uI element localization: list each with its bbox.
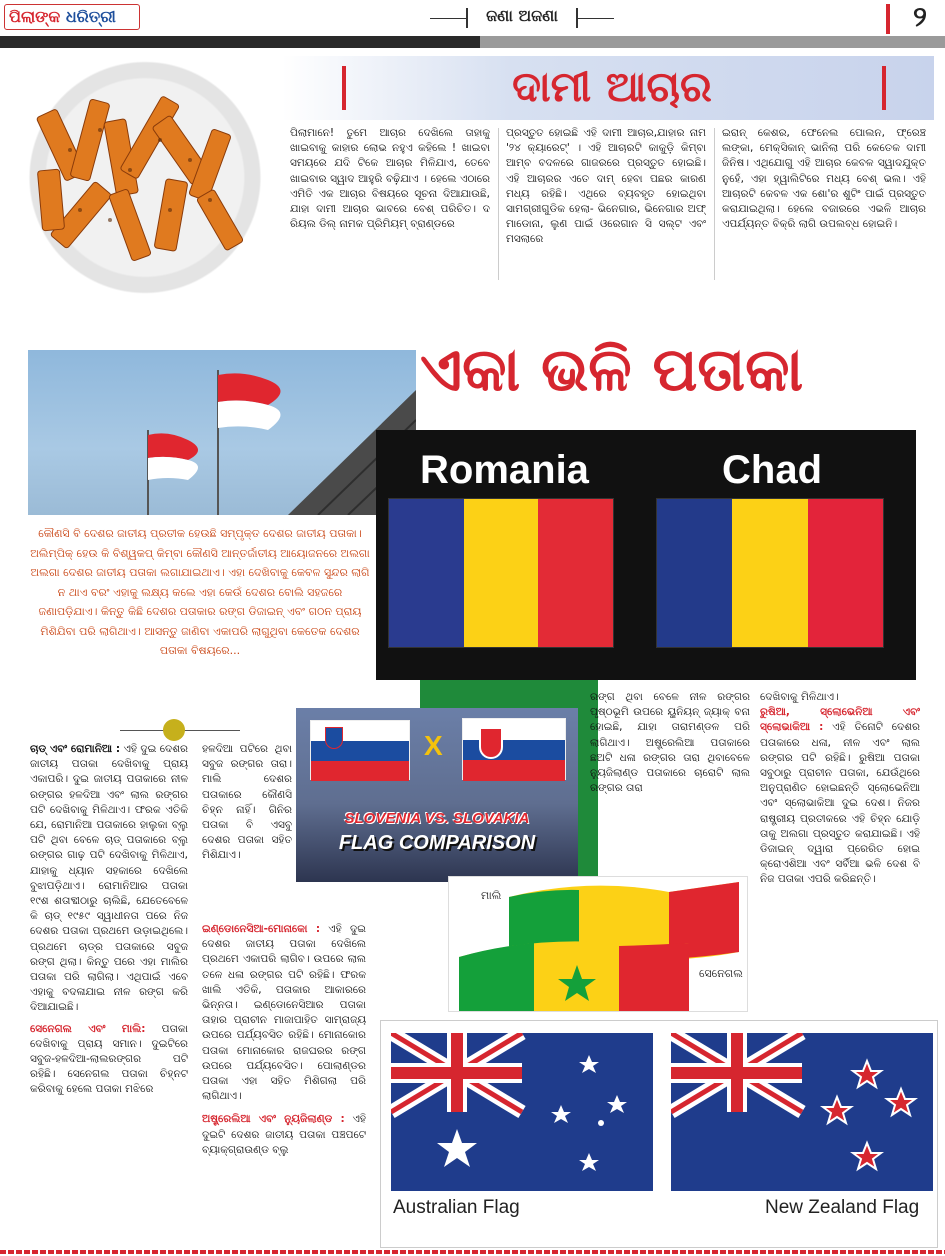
pickle-col-divider-1: [498, 128, 499, 280]
flags-title-part2: ପତାକା: [652, 335, 804, 405]
photo-flags-scene: [28, 350, 416, 515]
slovenia-flag: [310, 720, 410, 780]
indonesia-heading: ଇଣ୍ଡୋନେସିଆ-ମୋନାକୋ :: [202, 923, 321, 935]
flags-intro: କୌଣସି ବି ଦେଶର ଜାତୀୟ ପ୍ରତୀକ ହେଉଛି ସମ୍ପୃକ୍ତ ଦେଶର ଜାତୀୟ ପତାକା। ଅଲିମ୍ପିକ୍ ହେଉ କି ବିଶ୍ୱକପ୍ କିମ୍ବା କୌଣସି ଆନ୍ତର୍ଜାତୀୟ ଆୟୋଜନରେ ଅଲଗା ଅଲଗା ଦେଶର ଜାତୀୟ ପତାକା ଲଗାଯାଇଥାଏ। ଏହା ଦେଖିବାକୁ କେବଳ ସୁନ୍ଦର ଲାଗି ନ ଥାଏ ବରଂ ଏହାକୁ ଲକ୍ଷ୍ୟ କଲେ ଏହା କେଉଁ ଦେଶର ବୋଲି ସହଜରେ ଜଣାପଡ଼ିଯାଏ। କିନ୍ତୁ କିଛି ଦେଶର ପତାକାର ରଙ୍ଗ ଡିଜାଇନ୍ ଏବଂ ଗଠନ ପ୍ରାୟ ମିଶିଯିବା ପରି ଲାଗିଥାଏ। ଆସନ୍ତୁ ଜାଣିବା ଏକାପରି ଲାଗୁଥିବା କେତେକ ଦେଶର ପତାକା ବିଷୟରେ...: [30, 527, 370, 657]
body-col-1: [30, 742, 188, 1256]
logo-part1: ପିଲାଙ୍କ: [9, 7, 61, 26]
pickle-col-1: ପିଲାମାନେ! ତୁମେ ଆଚାର ଦେଖିଲେ ତାହାକୁ ଖାଇବାକୁ କାହାର ଲୋଭ ନହୁଏ କହିଲେ ! ଖାଇବା ସମୟରେ ଯଦି ଟିକେ ଆଚାର ମିଳିଯାଏ, ତେବେ ଖାଇବାର ସ୍ୱାଦ ଆହୁରି ବଢ଼ିଯାଏ । ହେଲେ ଏଠାରେ ଏମିତି ଏକ ଆଚାର ବିଷୟରେ ସୂଚନା ଦିଆଯାଉଛି, ଯାହା ଦାମୀ ଆଚାର ଭାବରେ ବେଶ୍ ପରିଚିତ। ଦ ରିୟଲ ଡିଲ୍ ନାମକ ପ୍ରିମିୟମ୍ ବ୍ରାଣ୍ଡରେ: [290, 127, 490, 231]
chad-heading: ଚାଡ୍ ଏବଂ ରୋମାନିଆ :: [30, 743, 121, 755]
pickle-title-box: [282, 56, 934, 120]
header-bar-dark: [0, 36, 480, 48]
masthead-logo: [4, 4, 140, 30]
col4-text1: ଦେଖିବାକୁ ମିଳିଥାଏ।: [760, 691, 839, 703]
romania-label: Romania: [420, 448, 589, 492]
slovakia-flag: [462, 718, 566, 780]
vs-x-icon: X: [424, 730, 443, 761]
body-col-2-lower: [202, 922, 366, 1256]
australia-text: ଏହି ଦୁଇଟି ଦେଶର ଜାତୀୟ ପତାକା ପଞ୍ଚପଟେ ବ୍ୟାକ୍‌ଗ୍ରାଉଣ୍ଡ ବ୍ଲୁ: [202, 1113, 366, 1156]
nz-caption: New Zealand Flag: [765, 1197, 920, 1218]
slovenia-banner-1: SLOVENIA VS. SLOVAKIA: [344, 810, 530, 827]
body-col-2-top: ହଳଦିଆ ପଟିରେ ଥିବା ସବୁଜ ରଙ୍ଗର ତାରା। ମାଲି ଦେଶର ପତାକାରେ କୌଣସି ଚିହ୍ନ ନାହିଁ। ଗିନିର ପତାକା ବି ଏସବୁ ଦେଶର ପତାକା ସହିତ ମିଶିଯାଏ।: [202, 743, 292, 862]
body-col-3: ରଙ୍ଗ ଥିବା ବେଳେ ନୀଳ ରଙ୍ଗର ପୃଷ୍ଠଭୂମି ଉପରେ ୟୁନିୟନ୍ ଜ୍ୟାକ୍ ବନା ହୋଇଛି, ଯାହା ତାରାମଣ୍ଡଳ ପରି ଲାଗିଥାଏ। ଅଷ୍ଟ୍ରେଲିଆ ପତାକାରେ ଛଅଟି ଧଳା ରଙ୍ଗର ତାରା ଥିବାବେଳେ ନ୍ୟୁଜିଲାଣ୍ଡ ପତାକାରେ ଚାରୋଟି ଲାଲ ରଙ୍ଗର ତାରା: [590, 691, 750, 795]
header-bar-light: [480, 36, 945, 48]
pickle-col-2: ପ୍ରସ୍ତୁତ ହୋଇଛି ଏହି ଦାମୀ ଆଚାର,ଯାହାର ନାମ '୨୪ କ୍ୟାରେଟ୍' । ଏହି ଆଚାରଟି କାକୁଡ଼ି କିମ୍ବା ଆମ୍ବ ବଦଳରେ ଗାଜରରେ ପ୍ରସ୍ତୁତ ହୋଇଛି। ଏହି ଆଚାରର ଏତେ ଦାମ୍ ହେବା ପଛର କାରଣ ମଧ୍ୟ ରହିଛି। ଏଥିରେ ବ୍ୟବହୃତ ହୋଇଥିବା ସାମଗ୍ରୀଗୁଡିକ ହେଲା- ଭିନେଗାର, ଭିନେଗାର ଅଫ୍ ମାଡୋନା, ଲୁଣ ପାଇଁ ଓରେଗାନ ସି ସଲ୍ଟ ଏବଂ ମସଲାରେ: [506, 127, 706, 246]
footer-rule: [0, 1250, 945, 1254]
romania-flag: [388, 498, 614, 648]
title-rule-right: [882, 66, 886, 110]
chad-blue-stripe: [657, 499, 732, 647]
chad-flag: [656, 498, 884, 648]
title-rule-left: [342, 66, 346, 110]
indonesia-photo: [28, 350, 416, 515]
romania-red-stripe: [538, 499, 613, 647]
header-page-tick: [886, 4, 890, 34]
pickle-col-divider-2: [714, 128, 715, 280]
romania-blue-stripe: [389, 499, 464, 647]
australia-heading: ଅଷ୍ଟ୍ରେଲିଆ ଏବଂ ନ୍ୟୁଜିଲାଣ୍ଡ :: [202, 1113, 345, 1126]
header-rule-right: [578, 18, 614, 19]
senegal-heading: ସେନେଗଲ ଏବଂ ମାଲି:: [30, 1022, 146, 1035]
page-header: [0, 0, 945, 36]
senegal-text: ପତାକା ଦେଖିବାକୁ ପ୍ରାୟ ସମାନ। ଦୁଇଟିରେ ସବୁଜ-ହଳଦିଆ-ଲାଲରଙ୍ଗର ପଟି ରହିଛି। ସେନେଗଲ ପତାକା ଚିହ୍ନଟ କରିବାକୁ ହେଲେ ପତାକା ମଝିରେ: [30, 1022, 188, 1096]
slovenia-slovakia-image: [296, 708, 578, 882]
flags-title-part1: ଏକା ଭଳି: [420, 335, 632, 405]
australian-caption: Australian Flag: [393, 1197, 520, 1218]
pickle-text-area: [282, 120, 934, 288]
section-title: ଜଣା ଅଜଣା: [486, 6, 558, 25]
pickle-title: ଦାମୀ ଆଚାର: [512, 62, 712, 111]
flags-title: [420, 330, 940, 410]
chad-yellow-stripe: [732, 499, 807, 647]
senegal-label: ସେନେଗଲ: [699, 967, 743, 980]
pickle-carrots: [10, 60, 280, 295]
new-zealand-flag: [671, 1033, 933, 1191]
russia-heading: ରୁଷିଆ, ସ୍ଲୋଭେନିଆ ଏବଂ ସ୍ଲୋଭାକିଆ :: [760, 706, 920, 734]
page-number: ୨: [913, 0, 927, 33]
header-rule-left: [430, 18, 466, 19]
chad-text: ଏହି ଦୁଇ ଦେଶର ଜାତୀୟ ପତାକା ଦେଖିବାକୁ ପ୍ରାୟ ଏକାପରି। ଦୁଇ ଜାତୀୟ ପତାକାରେ ନୀଳ ରଙ୍ଗର ହଳଦିଆ ଏବଂ ଲାଲ ରଙ୍ଗର ପଟି ଦେଖିବାକୁ ମିଳିଥାଏ। ଫରକ ଏତିକି ଯେ, ରୋମାନିଆ ପତାକାରେ ହାଲୁକା ବ୍ଲୁ ପଟି ଥିବା ବେଳେ ଚାଡ୍ ପତାକାରେ ବ୍ଲୁ ରଙ୍ଗର ଗାଢ଼ ପଟି ଦେଖିବାକୁ ମିଳିଥାଏ, ଯାହାକୁ ଧ୍ୟାନ ସହକାରେ ଦେଖିଲେ ବୁଝାପଡ଼ିଥାଏ। ରୋମାନିଆର ପତାକା ୧୯ଶ ଶତାବ୍ଦୀଠାରୁ ଚାଲିଛି, ଯେତେବେଳେ କି ଚାଡ୍ ୧୯୫୯ ସ୍ୱାଧୀନତା ପରେ ନିଜ ଦେଶର ପତାକା ପ୍ରଥମେ ଉଡ଼ାଇଥିଲେ। ପ୍ରଥମେ ଚାଡ୍‌ର ପତାକାରେ ସବୁଜ ରଙ୍ଗ ଥିଲା। କିନ୍ତୁ ପରେ ଏହା ମାଲିର ପତାକା ପରି ଲାଗିଲା। ଏଥିପାଇଁ ଏବେ ଏହାକୁ ବଦଳାଯାଇ ନୀଳ ରଙ୍ଗ କରି ଦିଆଯାଇଛି।: [30, 743, 188, 1014]
header-tick-left: [466, 8, 468, 28]
ornament-dot: [163, 719, 185, 741]
pickle-photo: [10, 60, 280, 295]
chad-red-stripe: [808, 499, 883, 647]
mali-senegal-image: [448, 876, 748, 1012]
indonesia-text: ଏହି ଦୁଇ ଦେଶର ଜାତୀୟ ପତାକା ଦେଖିଲେ ପ୍ରଥମେ ଏକାପରି ଲାଗିବ। ଉପରେ ଲାଲ ତଳେ ଧଳା ରଙ୍ଗର ପଟି ରହିଛି। ଫରକ ଖାଲି ଏତିକି, ପତାକାର ଆକାରରେ ଭିନ୍ନତା। ଇଣ୍ଡୋନେସିଆର ପତାକା ତାହାର ପ୍ରାଚୀନ ମାଜାପାହିତ ସାମ୍ରାଜ୍ୟ ଉପରେ ପର୍ଯ୍ୟବସିତ ରହିଛି। ମୋନାକୋର ପତାକା ମୋନାକୋର ରାଜଘରର ରଙ୍ଗ ଉପରେ ପର୍ଯ୍ୟବେସିତ। ପୋଲାଣ୍ଡର ପତାକା ଏହା ସହିତ ମିଶିଗଲା ପରି ଲାଗିଥାଏ।: [202, 923, 366, 1103]
slovenia-banner-2: FLAG COMPARISON: [338, 832, 536, 854]
mali-label: ମାଲି: [481, 889, 502, 902]
body-col-4: [760, 690, 920, 1020]
logo-part2: ଧରିତ୍ରୀ: [65, 7, 116, 26]
chad-label: Chad: [722, 448, 822, 492]
aus-nz-panel: [380, 1020, 938, 1248]
romania-yellow-stripe: [464, 499, 539, 647]
russia-text: ଏହି ତିନୋଟି ଦେଶର ପତାକାରେ ଧଳା, ନୀଳ ଏବଂ ଲାଲ ରଙ୍ଗର ପଟି ରହିଛି। ରୁଷିଆ ପତାକା ସବୁଠାରୁ ପ୍ରାଚୀନ ପତାକା, ଯେଉଁଥିରେ ଅନୁପ୍ରାଣିତ ହୋଇଛନ୍ତି ସ୍ଲୋଭେନିଆ ଏବଂ ସ୍ଲୋଭାକିଆ ଦୁଇ ଦେଶ। ନିଜର ରାଷ୍ଟ୍ରୀୟ ପ୍ରତୀକରେ ଏହି ଚିହ୍ନ ଯୋଡ଼ି ତାକୁ ଅଲଗା ପ୍ରସ୍ତୁତ କରାଯାଇଛି। ଏହି ଡିଜାଇନ୍ ଦ୍ୱାରା ପ୍ରେରିତ ହୋଇ କ୍ରୋଏଶିଆ ଏବଂ ସର୍ବିଆ ଭଳି ଦେଶ ବି ନିଜ ପତାକା ଏପରି କରିଛନ୍ତି।: [760, 721, 920, 886]
romania-chad-panel: [376, 430, 916, 680]
australian-flag: [391, 1033, 653, 1191]
pickle-col-3: ଇରାନ୍ କେଶର, ଫେନେଲ ପୋଲନ, ଫ୍ରେଞ୍ଚ ଲଙ୍କା, ମେକ୍ସିକାନ୍ ଭାନିଲା ପରି କେତେକ ଦାମୀ ଜିନିଷ। ଏଥିଯୋଗୁ ଏହି ଆଚାର କେବଳ ସ୍ୱାଦଯୁକ୍ତ ନୁହେଁ, ଏହା ହ୍ୱାଲିଟିରେ ମଧ୍ୟ ବେଶ୍ ଭଲ। ଏହି ଆଚାରଟି କେବଳ ଏକ ଶୋ'ର ଶୁଟିଂ ପାଇଁ ପ୍ରସ୍ତୁତ କରାଯାଇଥିଲା। ହେଲେ ବଜାରରେ ଏଭଳି ଆଚାର ଏପର୍ଯ୍ୟନ୍ତ ବିକ୍ରି ଲାଗି ଉପଲବ୍ଧ ହୋଇନି।: [722, 127, 926, 231]
